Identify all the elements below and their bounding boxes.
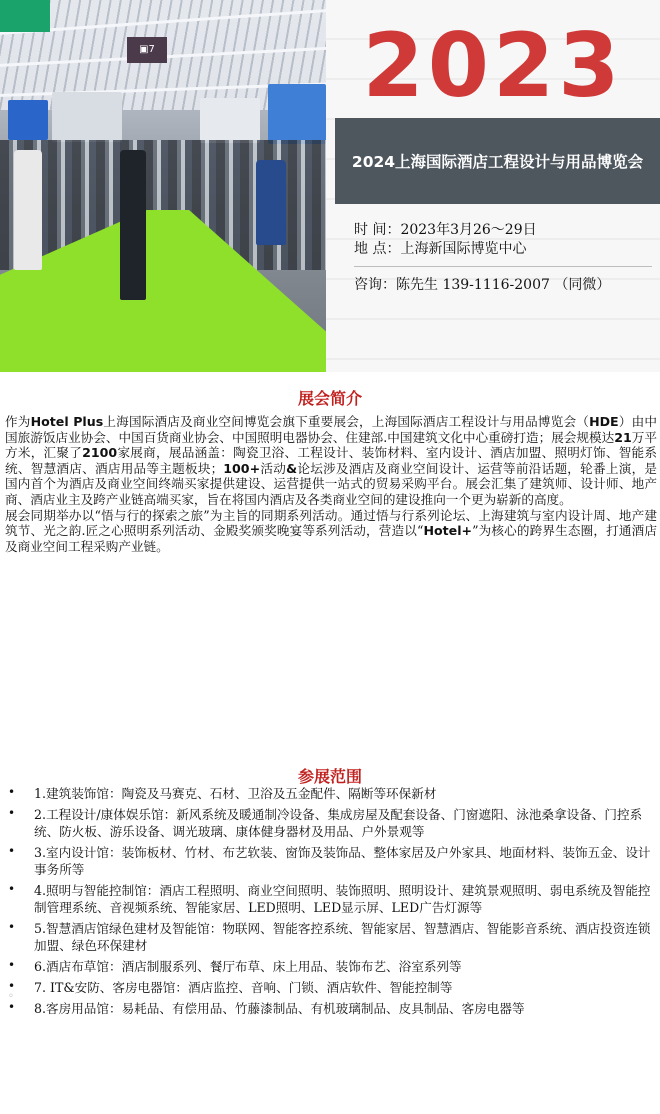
exhibition-hall-photo: [0, 0, 326, 372]
bullet-icon: •: [8, 958, 16, 972]
intro-text: [5, 414, 657, 554]
bullet-icon: •: [8, 979, 16, 993]
title-panel: [326, 0, 660, 372]
intro-paragraph-2: 展会同期举办以“悟与行的探索之旅”为主旨的同期系列活动。通过悟与行系列论坛、上海建筑与室内设计周、地产建筑节、光之韵.匠之心照明系列活动、金殿奖颁奖晚宴等系列活动，营造以“Hotel+”为核心的跨界生态圈，打通酒店及商业空间工程采购产业链。: [5, 507, 657, 554]
scope-list: [8, 785, 656, 1021]
intro-section-title: 展会简介: [297, 389, 362, 408]
contact-info: 咨询：陈先生 139-1116-2007 （同微）: [354, 277, 611, 293]
visitor: [14, 150, 42, 270]
event-time: 时 间：2023年3月26～29日: [354, 222, 537, 238]
list-item: • 7. IT&安防、客房电器馆：酒店监控、音响、门锁、酒店软件、智能控制等: [8, 979, 453, 995]
title-band: [335, 118, 660, 204]
booth-panel: [8, 100, 48, 140]
booth-panel: [52, 92, 122, 142]
visitor: [256, 160, 286, 245]
bullet-icon: •: [8, 920, 16, 934]
bullet-icon: •: [8, 844, 16, 858]
list-item: • 8.客房用品馆：易耗品、有偿用品、竹藤漆制品、有机玻璃制品、皮具制品、客房电器等: [8, 1000, 525, 1016]
bullet-icon: •: [8, 785, 16, 799]
list-item: • 4.照明与智能控制馆：酒店工程照明、商业空间照明、装饰照明、照明设计、建筑景观照明、弱电系统及智能控制管理系统、音视频系统、智能家居、LED照明、LED显示屏、LED广告灯源等: [8, 882, 651, 915]
event-location: 地 点：上海新国际博览中心: [354, 241, 527, 257]
list-item: • 5.智慧酒店馆绿色建材及智能馆：物联网、智能客控系统、智能家居、智慧酒店、智能影音系统、酒店投资连锁加盟、绿色环保建材: [8, 920, 651, 953]
walking-visitor: [120, 150, 146, 300]
list-item: • 3.室内设计馆：装饰板材、竹材、布艺软装、窗饰及装饰品、整体家居及户外家具、地面材料、装饰五金、设计事务所等: [8, 844, 651, 877]
booth-panel: [200, 98, 260, 143]
scope-section-title: 参展范围: [297, 767, 362, 786]
hero-banner: [0, 0, 660, 372]
bullet-icon: •: [8, 882, 16, 896]
hall-sign: ▣7: [127, 37, 167, 63]
event-title: 2024上海国际酒店工程设计与用品博览会: [351, 153, 644, 171]
list-item: • 2.工程设计/康体娱乐馆：新风系统及暖通制冷设备、集成房屋及配套设备、门窗遮阳、泳池桑拿设备、门控系统、防火板、游乐设备、调光玻璃、康体健身器材及用品、户外景观等: [8, 806, 643, 839]
info-divider: [354, 266, 652, 267]
year-heading: 2023: [362, 14, 624, 117]
list-item: • 6.酒店布草馆：酒店制服系列、餐厅布草、床上用品、装饰布艺、浴室系列等: [8, 958, 462, 974]
booth-panel: [268, 84, 326, 144]
bullet-icon: •: [8, 1000, 16, 1014]
bullet-icon: •: [8, 806, 16, 820]
trailing-bullet-icon: ◦: [8, 991, 14, 1002]
intro-paragraph-1: 作为Hotel Plus上海国际酒店及商业空间博览会旗下重要展会，上海国际酒店工程设计与用品博览会（HDE）由中国旅游饭店业协会、中国百货商业协会、中国照明电器协会、住建部.中国建筑文化中心重磅打造；展会规模达21万平方米，汇聚了2100家展商，展品涵盖：陶瓷卫浴、工程设计、装饰材料、室内设计、酒店加盟、照明灯饰、智能系统、智慧酒店、酒店用品等主题板块；100+活动&论坛涉及酒店及商业空间设计、运营等前沿话题，轮番上演，是国内首个为酒店及商业空间终端买家提供建设、运营提供一站式的贸易采购平台。展会汇集了建筑师、设计师、地产商、酒店业主及跨产业链高端买家，旨在将国内酒店及各类商业空间的建设推向一个更为崭新的高度。: [5, 414, 658, 507]
list-item: • 1.建筑装饰馆：陶瓷及马赛克、石材、卫浴及五金配件、隔断等环保新材: [8, 785, 437, 801]
hall-sign-number: 7: [148, 44, 155, 55]
green-banner: [0, 0, 50, 32]
